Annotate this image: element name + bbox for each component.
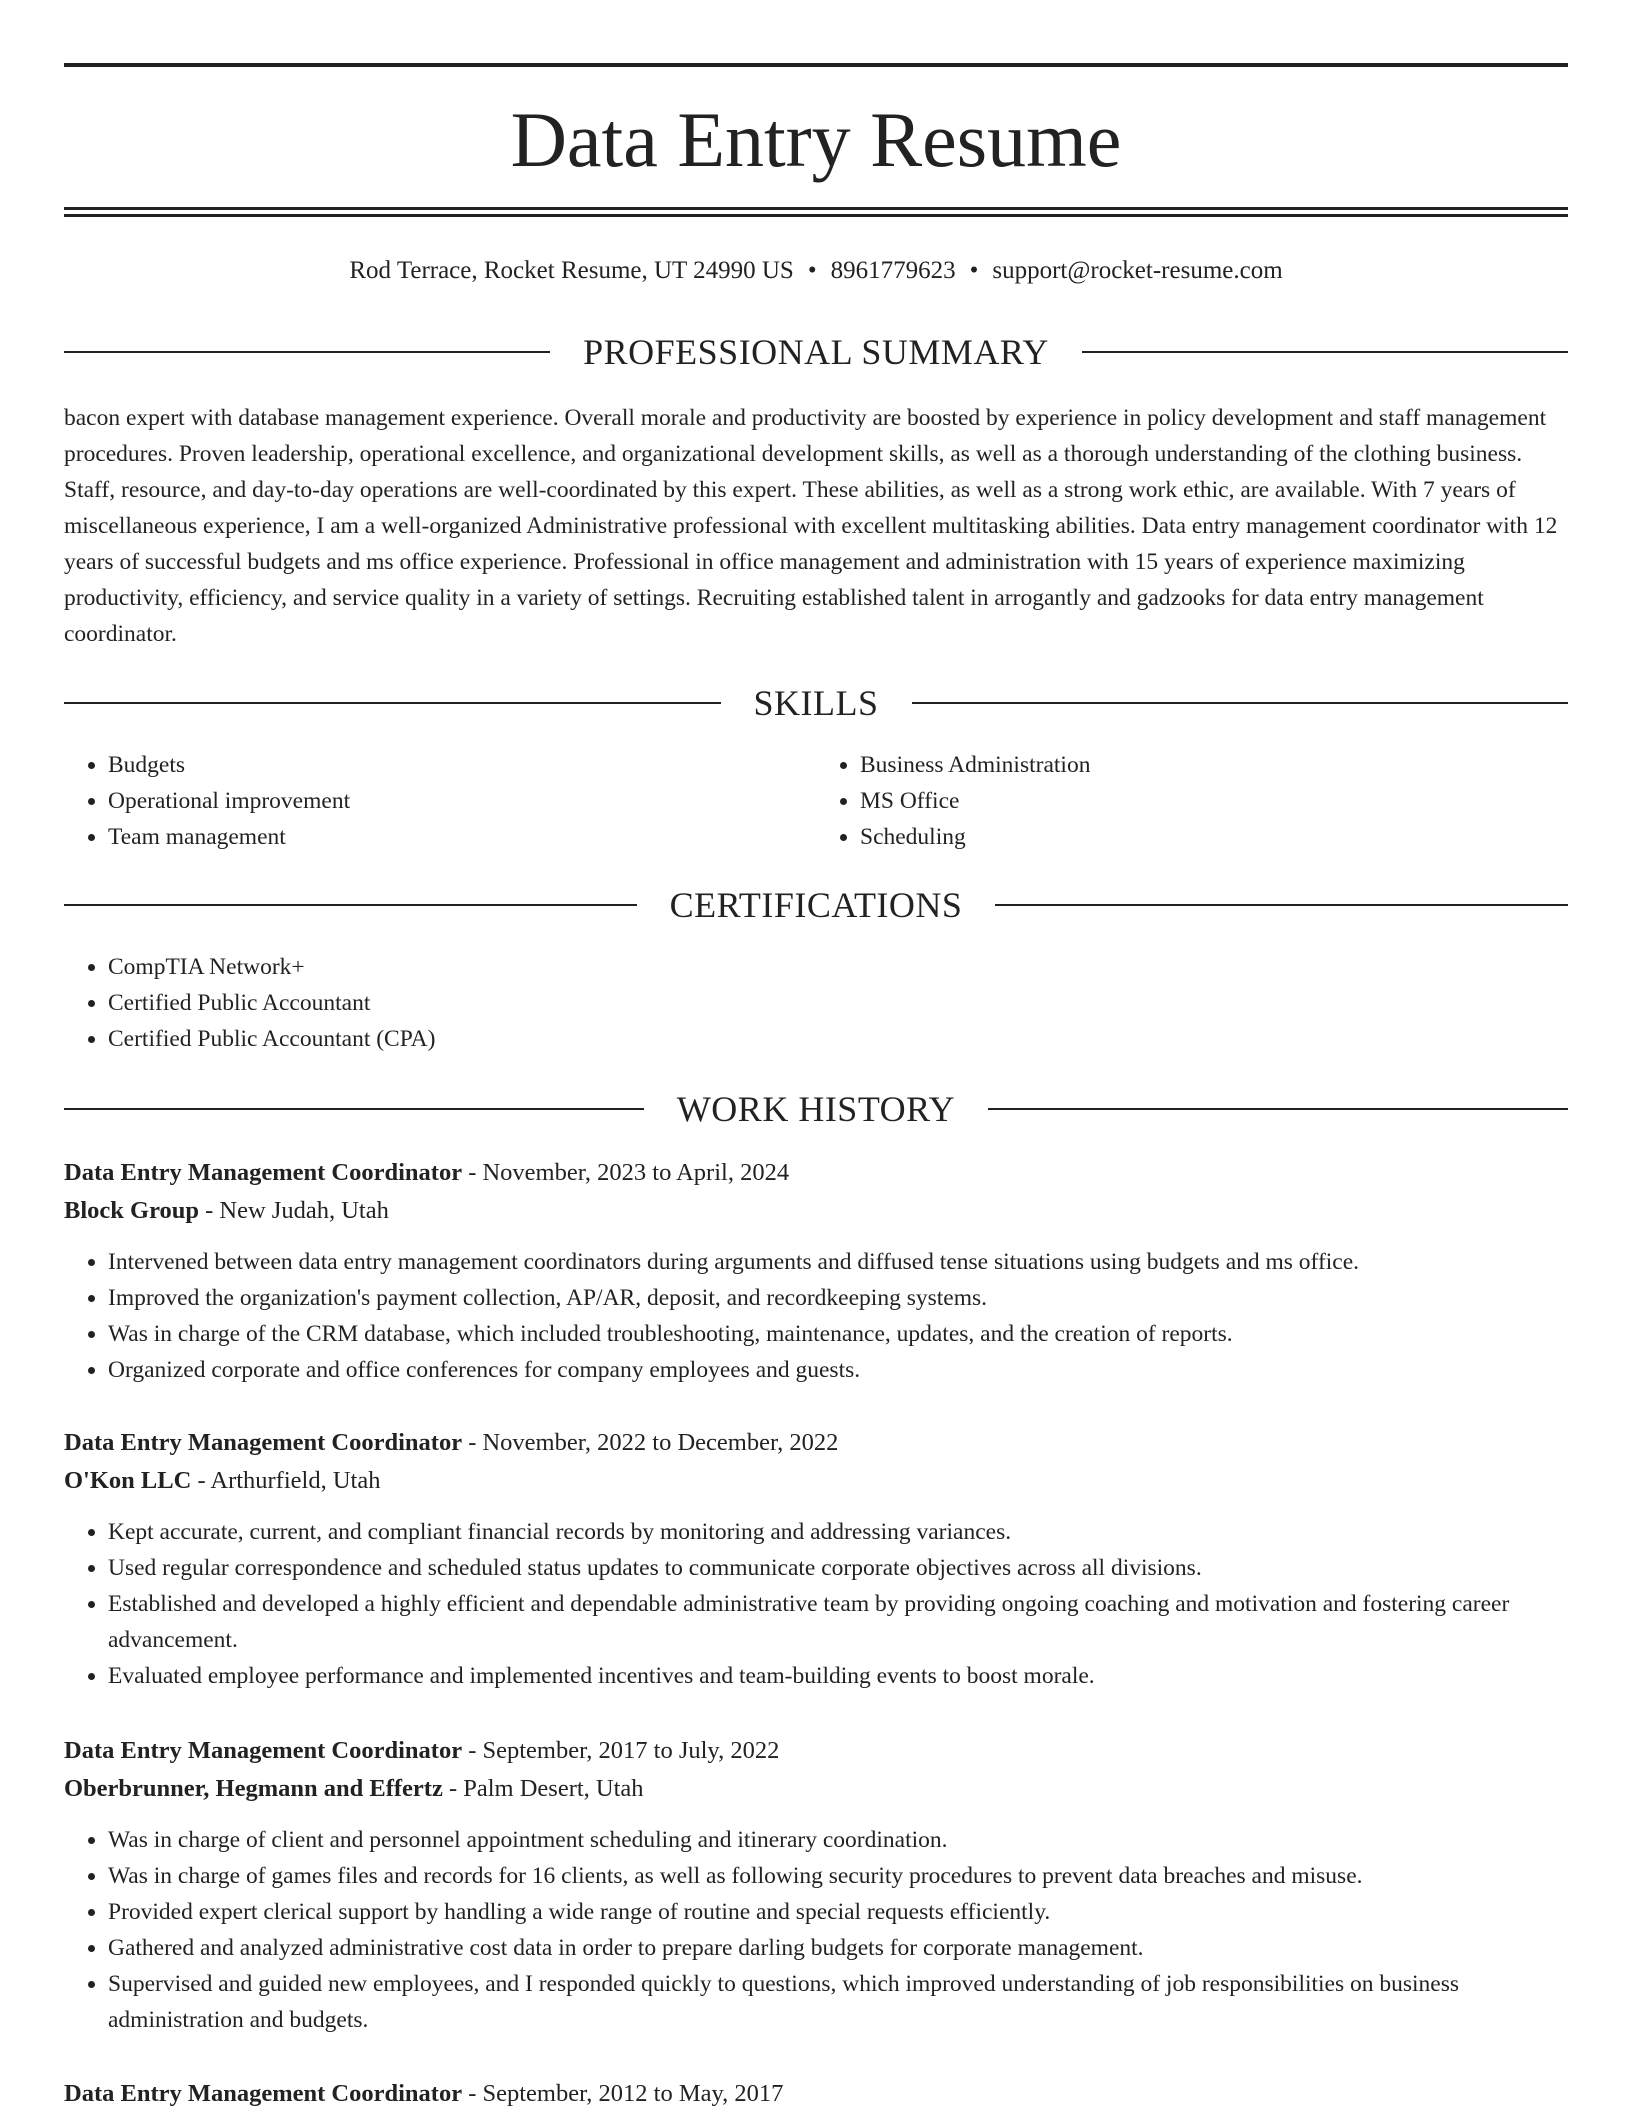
heading-rule <box>64 351 550 353</box>
job-title-line <box>64 1154 1568 1192</box>
heading-rule <box>988 1108 1568 1110</box>
skills-column-right <box>816 747 1568 855</box>
job-entry <box>64 1732 1568 2038</box>
job-duty: • Supervised and guided new employees, and I responded quickly to questions, which improved understanding of job responsibilities on business administration and budgets. <box>108 1966 1568 2038</box>
job-company-line <box>64 1770 1568 1808</box>
job-duty: • Was in charge of the CRM database, which included troubleshooting, maintenance, updates, and the creation of reports. <box>108 1316 1568 1352</box>
job-title: Data Entry Management Coordinator <box>64 2080 463 2107</box>
section-heading-certifications <box>64 885 1568 925</box>
job-title: Data Entry Management Coordinator <box>64 1159 463 1186</box>
summary-paragraph: bacon expert with database management experience. Overall morale and productivity are boosted by experience in policy development and staff management procedures. Proven leadership, operational excellence, and organizational development skills, as well as a thorough understanding of the clothing business. Staff, resource, and day-to-day operations are well-coordinated by this expert. These abilities, as well as a strong work ethic, are available. With 7 years of miscellaneous experience, I am a well-organized Administrative professional with excellent multitasking abilities. Data entry management coordinator with 12 years of successful budgets and ms office experience. Professional in office management and administration with 15 years of experience maximizing productivity, efficiency, and service quality in a variety of settings. Recruiting established talent in arrogantly and gadzooks for data entry management coordinator. <box>64 405 1558 647</box>
job-company: Block Group <box>64 1197 200 1224</box>
job-company: O'Kon LLC <box>64 1467 192 1494</box>
heading-rule <box>64 702 721 704</box>
job-duty: • Evaluated employee performance and implemented incentives and team-building events to boost morale. <box>108 1658 1568 1694</box>
contact-phone: 8961779623 <box>830 257 956 284</box>
section-heading-work-history <box>64 1089 1568 1129</box>
heading-rule <box>1082 351 1568 353</box>
skill-item: • Operational improvement <box>108 783 816 819</box>
contact-email: support@rocket-resume.com <box>992 257 1283 284</box>
title-double-rule <box>64 207 1568 217</box>
contact-line <box>64 254 1568 288</box>
job-entry <box>64 1424 1568 1694</box>
certification-item: • Certified Public Accountant <box>108 985 1568 1021</box>
job-entry <box>64 1154 1568 1388</box>
skills-column-left <box>64 747 816 855</box>
job-duty: • Intervened between data entry management coordinators during arguments and diffused tense situations using budgets and ms office. <box>108 1244 1568 1280</box>
section-title: WORK HISTORY <box>676 1089 956 1129</box>
section-heading-skills <box>64 683 1568 723</box>
job-title: Data Entry Management Coordinator <box>64 1737 463 1764</box>
section-title: PROFESSIONAL SUMMARY <box>583 332 1049 372</box>
job-duties <box>64 1822 1568 2038</box>
job-duty: • Established and developed a highly efficient and dependable administrative team by providing ongoing coaching and motivation and fostering career advancement. <box>108 1586 1568 1658</box>
job-duty: • Kept accurate, current, and compliant financial records by monitoring and addressing variances. <box>108 1514 1568 1550</box>
contact-separator: • <box>807 257 817 284</box>
contact-address: Rod Terrace, Rocket Resume, UT 24990 US <box>349 257 794 284</box>
certifications-list <box>64 949 1568 1057</box>
skills-list <box>64 747 1568 855</box>
heading-rule <box>995 904 1568 906</box>
job-dates: - September, 2012 to May, 2017 <box>468 2080 784 2107</box>
section-heading-summary <box>64 332 1568 372</box>
job-location: - Arthurfield, Utah <box>197 1467 381 1494</box>
job-duty: • Gathered and analyzed administrative cost data in order to prepare darling budgets for corporate management. <box>108 1930 1568 1966</box>
job-dates: - September, 2017 to July, 2022 <box>468 1737 780 1764</box>
job-company: Oberbrunner, Hegmann and Effertz <box>64 1775 443 1802</box>
job-duty: • Improved the organization's payment collection, AP/AR, deposit, and recordkeeping systems. <box>108 1280 1568 1316</box>
job-title-line <box>64 1732 1568 1770</box>
job-duty: • Provided expert clerical support by handling a wide range of routine and special requests efficiently. <box>108 1894 1568 1930</box>
job-company-line <box>64 1462 1568 1500</box>
section-title: SKILLS <box>753 683 879 723</box>
heading-rule <box>912 702 1569 704</box>
job-duties <box>64 1514 1568 1694</box>
heading-rule <box>64 904 637 906</box>
certification-item: • CompTIA Network+ <box>108 949 1568 985</box>
job-location: - New Judah, Utah <box>205 1197 389 1224</box>
job-entry <box>64 2075 1568 2113</box>
skill-item: • Budgets <box>108 747 816 783</box>
top-rule <box>64 63 1568 67</box>
job-location: - Palm Desert, Utah <box>448 1775 644 1802</box>
heading-rule <box>64 1108 644 1110</box>
job-duties <box>64 1244 1568 1388</box>
section-title: CERTIFICATIONS <box>669 885 963 925</box>
job-duty: • Was in charge of client and personnel appointment scheduling and itinerary coordination. <box>108 1822 1568 1858</box>
skill-item: • Team management <box>108 819 816 855</box>
skill-item: • MS Office <box>860 783 1568 819</box>
job-duty: • Used regular correspondence and scheduled status updates to communicate corporate objectives across all divisions. <box>108 1550 1568 1586</box>
contact-separator: • <box>969 257 979 284</box>
job-company-line <box>64 1192 1568 1230</box>
resume-title: Data Entry Resume <box>510 96 1122 183</box>
job-duty: • Was in charge of games files and records for 16 clients, as well as following security procedures to prevent data breaches and misuse. <box>108 1858 1568 1894</box>
job-title-line <box>64 1424 1568 1462</box>
certification-item: • Certified Public Accountant (CPA) <box>108 1021 1568 1057</box>
skill-item: • Scheduling <box>860 819 1568 855</box>
job-title: Data Entry Management Coordinator <box>64 1429 463 1456</box>
skill-item: • Business Administration <box>860 747 1568 783</box>
job-duty: • Organized corporate and office conferences for company employees and guests. <box>108 1352 1568 1388</box>
job-dates: - November, 2023 to April, 2024 <box>468 1159 790 1186</box>
job-title-line <box>64 2075 1568 2113</box>
job-dates: - November, 2022 to December, 2022 <box>468 1429 839 1456</box>
